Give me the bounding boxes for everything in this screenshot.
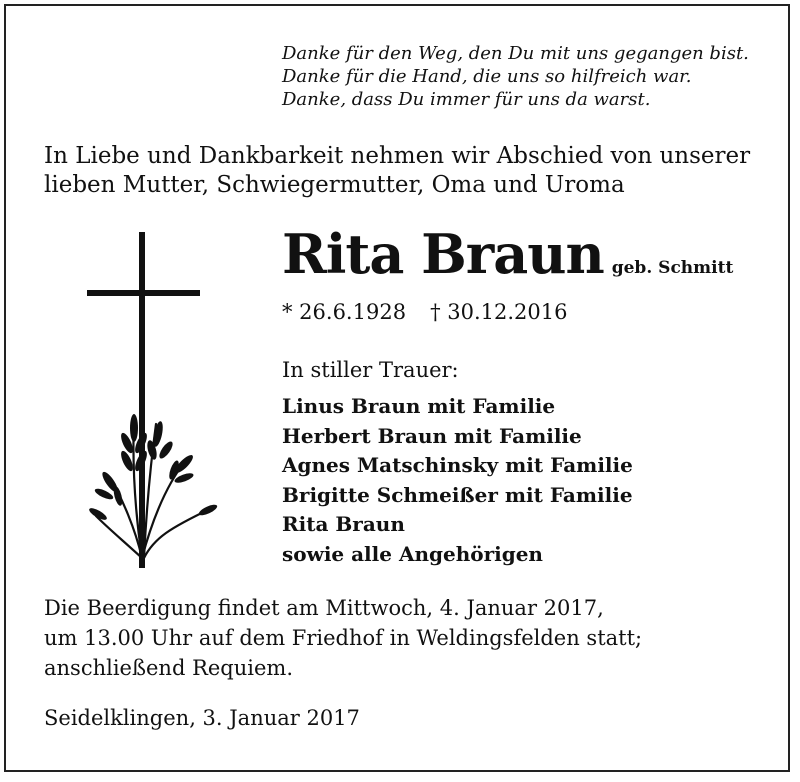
funeral-line: anschließend Requiem. [44, 656, 294, 680]
deceased-name: Rita Braun [282, 222, 604, 286]
place-and-date: Seidelklingen, 3. Januar 2017 [44, 706, 360, 730]
mourner-item: Agnes Matschinsky mit Familie [282, 453, 633, 477]
mourners-list [282, 392, 633, 569]
life-dates [282, 300, 567, 324]
mourner-item: Rita Braun [282, 512, 405, 536]
intro-line: lieben Mutter, Schwiegermutter, Oma und Uroma [44, 172, 625, 198]
poem-line: Danke, dass Du immer für uns da warst. [282, 89, 651, 110]
death-date: † 30.12.2016 [430, 300, 568, 324]
mourner-item: Herbert Braun mit Familie [282, 423, 582, 448]
funeral-line: um 13.00 Uhr auf dem Friedhof in Weldingsfelden statt; [44, 626, 643, 650]
poem [282, 42, 749, 111]
funeral-info [44, 593, 642, 683]
mourner-item: sowie alle Angehörigen [282, 541, 543, 566]
birth-date: * 26.6.1928 [282, 300, 407, 324]
mourner-item: Brigitte Schmeißer mit Familie [282, 482, 633, 507]
mourning-heading: In stiller Trauer: [282, 358, 459, 382]
intro-text [44, 142, 774, 200]
cross-with-wheat-icon [80, 228, 220, 572]
funeral-line: Die Beerdigung findet am Mittwoch, 4. Januar 2017, [44, 596, 604, 620]
maiden-name: geb. Schmitt [611, 258, 734, 278]
deceased-name-line [282, 222, 733, 286]
intro-line: In Liebe und Dankbarkeit nehmen wir Abschied von unserer [44, 143, 751, 169]
mourner-item: Linus Braun mit Familie [282, 394, 556, 418]
poem-line: Danke für den Weg, den Du mit uns gegangen bist. [282, 43, 749, 64]
poem-line: Danke für die Hand, die uns so hilfreich war. [282, 66, 692, 87]
